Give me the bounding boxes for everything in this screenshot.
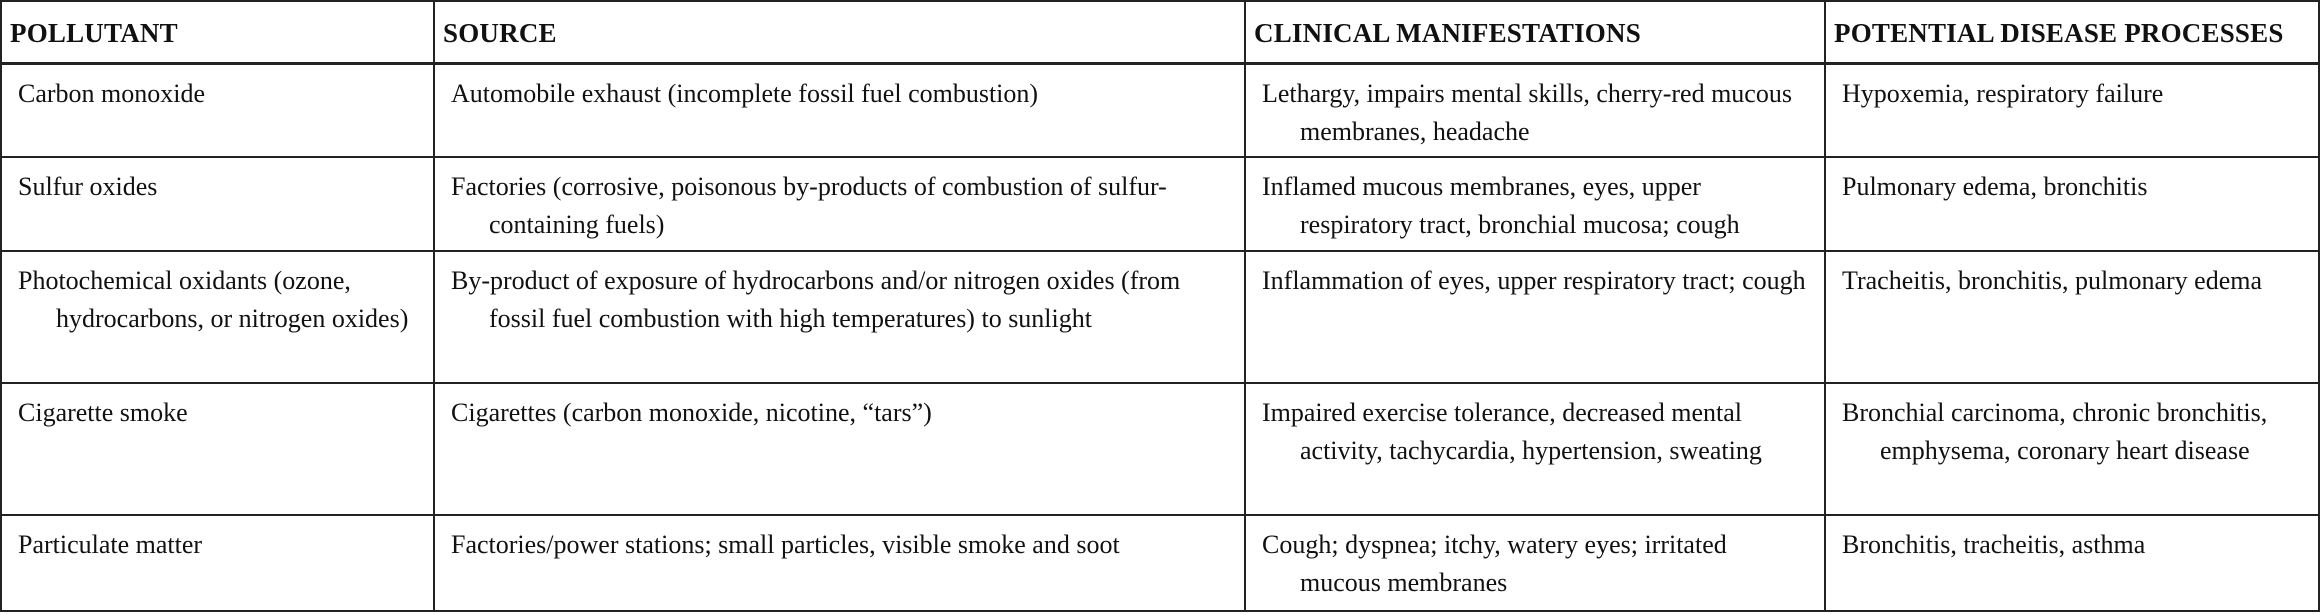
cell-clinical-manifestations bbox=[1245, 157, 1825, 251]
cell-text: Bronchial carcinoma, chronic bronchitis, emphysema, coronary heart disease bbox=[1842, 398, 2268, 465]
header-pollutant: POLLUTANT bbox=[1, 1, 434, 63]
table-body bbox=[1, 63, 2319, 611]
cell-disease-processes bbox=[1825, 515, 2319, 611]
cell-disease-processes bbox=[1825, 157, 2319, 251]
cell-text: Inflammation of eyes, upper respiratory tract; cough bbox=[1262, 266, 1806, 295]
cell-clinical-manifestations bbox=[1245, 515, 1825, 611]
cell-text: Cough; dyspnea; itchy, watery eyes; irritated mucous membranes bbox=[1262, 530, 1727, 597]
cell-clinical-manifestations bbox=[1245, 63, 1825, 157]
cell-clinical-manifestations bbox=[1245, 383, 1825, 515]
table-row bbox=[1, 515, 2319, 611]
header-row bbox=[1, 1, 2319, 63]
cell-text: Tracheitis, bronchitis, pulmonary edema bbox=[1842, 266, 2263, 295]
cell-source bbox=[434, 383, 1245, 515]
cell-disease-processes bbox=[1825, 63, 2319, 157]
cell-text: Pulmonary edema, bronchitis bbox=[1842, 172, 2148, 201]
cell-text: Lethargy, impairs mental skills, cherry-red mucous membranes, headache bbox=[1262, 78, 1792, 146]
cell-text: Carbon monoxide bbox=[18, 78, 206, 108]
cell-text: By-product of exposure of hydrocarbons and/or nitrogen oxides (from fossil fuel combustion with high temperatures) to sunlight bbox=[451, 266, 1181, 333]
cell-text: Hypoxemia, respiratory failure bbox=[1842, 78, 2164, 108]
cell-text: Inflamed mucous membranes, eyes, upper respiratory tract, bronchial mucosa; cough bbox=[1262, 172, 1740, 239]
cell-disease-processes bbox=[1825, 383, 2319, 515]
table-row bbox=[1, 383, 2319, 515]
cell-source bbox=[434, 251, 1245, 383]
cell-pollutant bbox=[1, 515, 434, 611]
header-clinical-manifestations: CLINICAL MANIFESTATIONS bbox=[1245, 1, 1825, 63]
cell-clinical-manifestations bbox=[1245, 251, 1825, 383]
cell-text: Impaired exercise tolerance, decreased mental activity, tachycardia, hypertension, sweating bbox=[1262, 398, 1762, 465]
cell-text: Factories/power stations; small particles, visible smoke and soot bbox=[451, 530, 1120, 559]
cell-text: Particulate matter bbox=[18, 530, 203, 559]
table-row bbox=[1, 251, 2319, 383]
header-potential-disease-processes: POTENTIAL DISEASE PROCESSES bbox=[1825, 1, 2319, 63]
cell-pollutant bbox=[1, 251, 434, 383]
cell-text: Cigarette smoke bbox=[18, 398, 188, 427]
cell-pollutant bbox=[1, 157, 434, 251]
cell-text: Sulfur oxides bbox=[18, 172, 158, 201]
cell-text: Cigarettes (carbon monoxide, nicotine, “tars”) bbox=[451, 398, 932, 427]
table-header bbox=[1, 1, 2319, 63]
cell-source bbox=[434, 63, 1245, 157]
cell-text: Bronchitis, tracheitis, asthma bbox=[1842, 530, 2146, 559]
table-row bbox=[1, 63, 2319, 157]
cell-source bbox=[434, 515, 1245, 611]
cell-text: Factories (corrosive, poisonous by-products of combustion of sulfur-containing fuels) bbox=[451, 172, 1167, 239]
cell-text: Photochemical oxidants (ozone, hydrocarbons, or nitrogen oxides) bbox=[18, 266, 409, 333]
header-source: SOURCE bbox=[434, 1, 1245, 63]
table-row bbox=[1, 157, 2319, 251]
cell-pollutant bbox=[1, 383, 434, 515]
cell-source bbox=[434, 157, 1245, 251]
cell-pollutant bbox=[1, 63, 434, 157]
cell-text: Automobile exhaust (incomplete fossil fuel combustion) bbox=[451, 78, 1039, 108]
cell-disease-processes bbox=[1825, 251, 2319, 383]
